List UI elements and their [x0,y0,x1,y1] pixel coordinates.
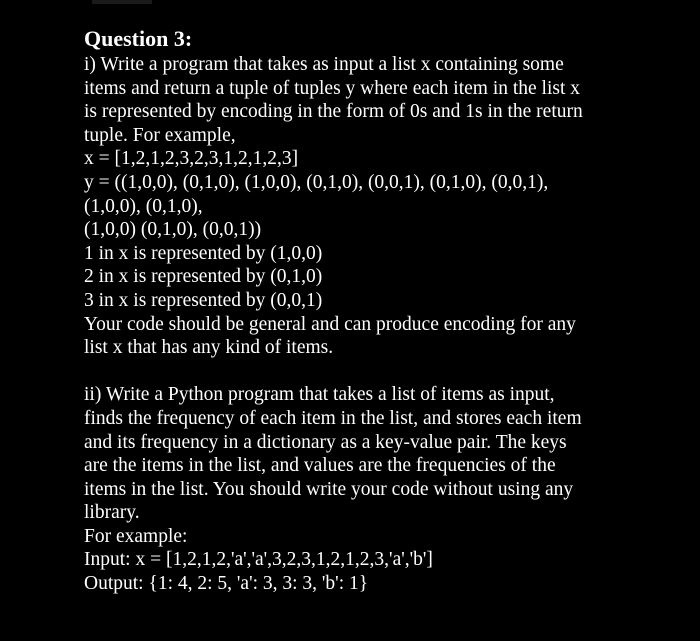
example-output: Output: {1: 4, 2: 5, 'a': 3, 3: 3, 'b': 1} [84,573,369,595]
example-input: Input: x = [1,2,1,2,'a','a',3,2,3,1,2,1,2,3,'a','b'] [84,549,433,571]
part-two-line: ii) Write a Python program that takes a list of items as input, [84,384,555,406]
part-one-requirement: list x that has any kind of items. [84,337,334,359]
part-one-line: i) Write a program that takes as input a list x containing some [84,54,564,75]
part-two-line: finds the frequency of each item in the list, and stores each item [84,407,582,429]
part-one-line: items and return a tuple of tuples y where each item in the list x [84,77,581,99]
example-output-tuple-cont: (1,0,0) (0,1,0), (0,0,1)) [84,219,262,241]
example-heading: For example: [84,525,188,547]
part-one-line: is represented by encoding in the form of 0s and 1s in the return [84,101,583,123]
part-two-line: library. [84,502,140,524]
question-title: Question 3: [84,26,193,51]
encoding-explanation: 3 in x is represented by (0,0,1) [84,289,323,311]
part-two-line: and its frequency in a dictionary as a key-value pair. The keys [84,431,567,453]
paragraph-gap [84,360,664,384]
example-input-list: x = [1,2,1,2,3,2,3,1,2,1,2,3] [84,148,299,170]
part-two-line: are the items in the list, and values are the frequencies of the [84,455,556,477]
part-one-line: tuple. For example, [84,124,236,146]
part-two [84,383,664,595]
part-two-line: items in the list. You should write your code without using any [84,478,574,500]
example-output-tuple: y = ((1,0,0), (0,1,0), (1,0,0), (0,1,0), (0,0,1), (0,1,0), (0,0,1), [84,171,549,193]
question-block [84,26,664,596]
part-one-requirement: Your code should be general and can produce encoding for any [84,313,576,335]
part-one [84,53,664,360]
encoding-explanation: 2 in x is represented by (0,1,0) [84,266,323,288]
cropped-text-fragment [92,0,152,4]
encoding-explanation: 1 in x is represented by (1,0,0) [84,242,323,264]
example-output-tuple-cont: (1,0,0), (0,1,0), [84,195,203,217]
